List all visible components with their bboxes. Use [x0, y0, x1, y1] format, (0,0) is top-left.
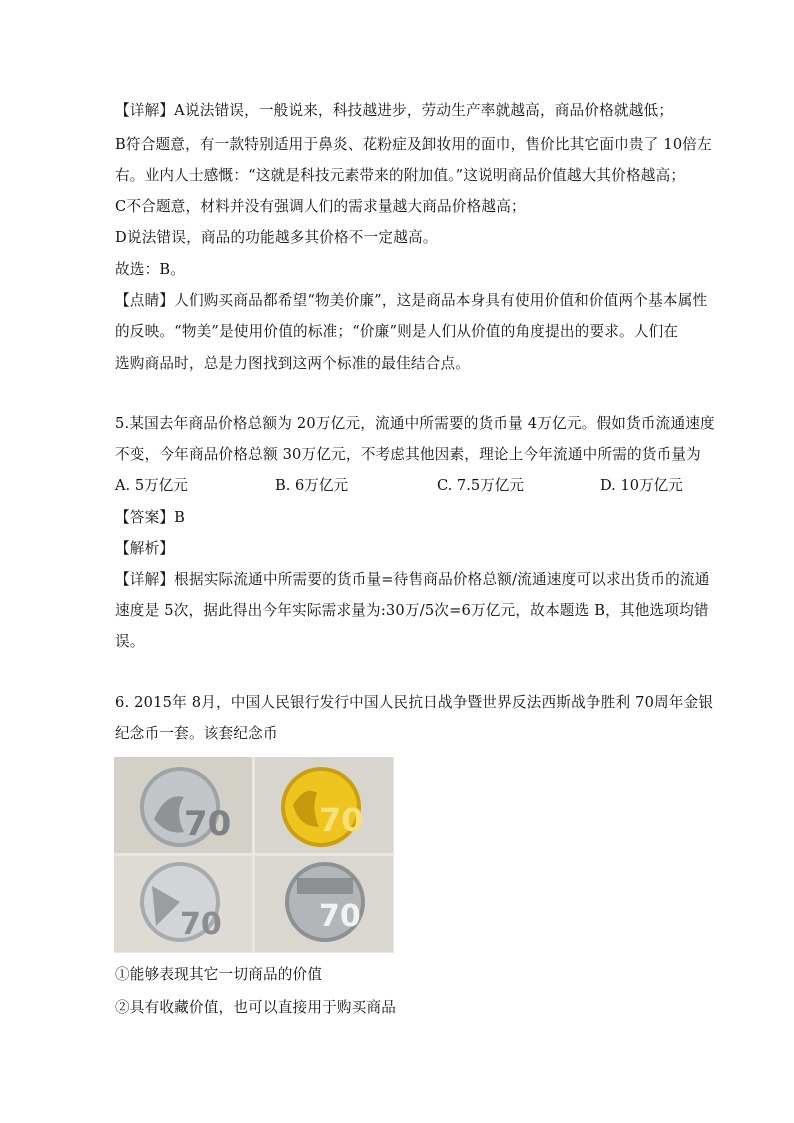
explanation-b-1: B符合题意，有一款特别适用于鼻炎、花粉症及卸妆用的面巾，售价比其它面巾贵了 10倍左 [115, 136, 712, 153]
coin-numeral: 70 [319, 801, 364, 839]
gold-coin-tile [255, 757, 393, 853]
question-6-line-1: 6. 2015年 8月，中国人民银行发行中国人民抗日战争暨世界反法西斯战争胜利 70周年金银 [115, 694, 714, 711]
explanation-a: 【详解】A说法错误，一般说来，科技越进步，劳动生产率就越高，商品价格就越低； [115, 102, 674, 119]
explanation-d: D说法错误，商品的功能越多其价格不一定越高。 [115, 229, 438, 246]
question-6-line-2: 纪念币一套。该套纪念币 [115, 725, 278, 742]
answer-label: 【答案】B [115, 509, 186, 526]
statement-1: ①能够表现其它一切商品的价值 [115, 966, 323, 983]
detail-5-line-1: 【详解】根据实际流通中所需要的货币量=待售商品价格总额/流通速度可以求出货币的流通 [115, 571, 710, 588]
statement-2: ②具有收藏价值，也可以直接用于购买商品 [115, 999, 397, 1016]
coin-numeral: 70 [319, 899, 361, 934]
analysis-label: 【解析】 [115, 540, 175, 557]
option-b: B. 6万亿元 [275, 477, 349, 494]
question-5-options [115, 476, 695, 498]
silver-coin-2-tile [114, 856, 252, 952]
comment-1: 【点睛】人们购买商品都希望“物美价廉”，这是商品本身具有使用价值和价值两个基本属性 [115, 292, 708, 309]
explanation-c: C不合题意，材料并没有强调人们的需求量越大商品价格越高； [115, 198, 526, 215]
detail-5-line-2: 速度是 5次，据此得出今年实际需求量为:30万/5次=6万亿元，故本题选 B，其他选项均错 [115, 602, 709, 619]
option-d: D. 10万亿元 [600, 477, 683, 494]
comment-2: 的反映。“物美”是使用价值的标准；“价廉”则是人们从价值的角度提出的要求。人们在 [115, 323, 679, 340]
coin-numeral: 70 [184, 804, 232, 844]
comment-3: 选购商品时，总是力图找到这两个标准的最佳结合点。 [115, 355, 471, 372]
explanation-b-2: 右。业内人士感慨：“这就是科技元素带来的附加值。”这说明商品价值越大其价格越高； [115, 167, 686, 184]
answer-choice: 故选：B。 [115, 261, 186, 278]
option-a: A. 5万亿元 [115, 477, 188, 494]
option-c: C. 7.5万亿元 [437, 477, 524, 494]
silver-coin-tile [114, 757, 252, 853]
question-5-line-1: 5.某国去年商品价格总额为 20万亿元，流通中所需要的货币量 4万亿元。假如货币流通速度 [115, 415, 715, 432]
coin-numeral: 70 [180, 907, 222, 942]
commemorative-coins-image [114, 757, 394, 953]
question-5-line-2: 不变，今年商品价格总额 30万亿元，不考虑其他因素，理论上今年流通中所需的货币量为 [115, 446, 701, 463]
detail-5-line-3: 误。 [115, 633, 145, 650]
silver-coin-3-tile [255, 856, 393, 952]
